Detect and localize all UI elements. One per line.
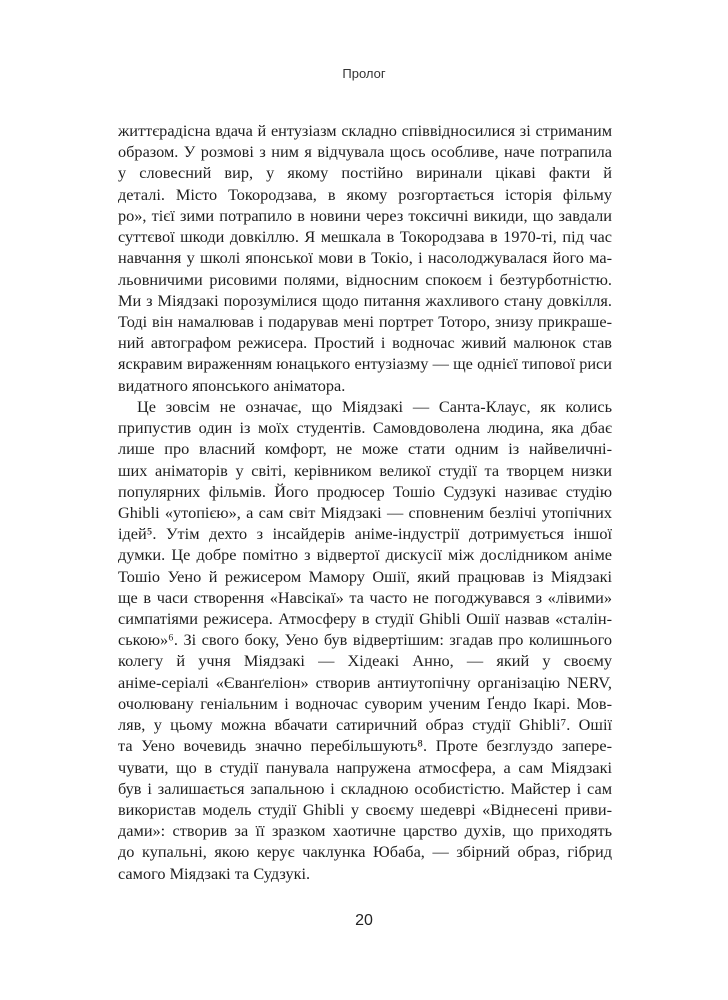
text-line: деталі. Місто Токородзава, в якому розгортається історія фільму xyxy=(118,184,612,204)
page-number: 20 xyxy=(355,912,373,929)
text-line: лише про власний комфорт, не може стати одним із найвеличні- xyxy=(118,439,612,459)
text-line: суттєвої шкоди довкіллю. Я мешкала в Токородзава в 1970-ті, під час xyxy=(118,227,612,247)
text-line: навчання у школі японської мови в Токіо, і насолоджувалася його ма- xyxy=(118,248,612,268)
text-line: дами»: створив за її зразком хаотичне царство духів, що приходять xyxy=(118,821,612,841)
text-line: очолювану геніальним і водночас суворим ученим Ґендо Ікарі. Мов- xyxy=(118,693,612,713)
text-line: образом. У розмові з ним я відчувала щось особливе, наче потрапила xyxy=(118,142,612,162)
text-line: Тошіо Уено й режисером Мамору Ошії, який працював із Міядзакі xyxy=(118,566,612,586)
text-line: симпатіями режисера. Атмосферу в студії Ghibli Ошії назвав «сталін- xyxy=(118,609,612,629)
text-line: самого Міядзакі та Судзукі. xyxy=(118,863,311,883)
text-line: ською»⁶. Зі свого боку, Уено був відвертішим: згадав про колишнього xyxy=(118,630,612,650)
text-line: Це зовсім не означає, що Міядзакі — Санта-Клаус, як колись xyxy=(137,396,612,416)
text-line: до купальні, якою керує чаклунка Юбаба, — збірний образ, гібрид xyxy=(118,842,612,862)
text-line: життєрадісна вдача й ентузіазм складно співвідносилися зі стриманим xyxy=(118,121,612,140)
text-line: ідей⁵. Утім дехто з інсайдерів аніме-індустрії дотримується іншої xyxy=(118,524,612,544)
text-line: ний автографом режисера. Простий і водночас живий малюнок став xyxy=(118,333,612,353)
paragraph xyxy=(118,120,612,396)
text-line: ще в часи створення «Навсікаї» та часто не погоджувався з «лівими» xyxy=(118,587,612,607)
text-line: чувати, що в студії панувала напружена атмосфера, а сам Міядзакі xyxy=(118,757,612,777)
text-line: ших аніматорів у світі, керівником великої студії та творцем низки xyxy=(118,460,612,480)
running-head: Пролог xyxy=(342,66,386,81)
text-line: аніме-серіалі «Єванґеліон» створив антиутопічну організацію NERV, xyxy=(118,672,612,692)
text-line: колегу й учня Міядзакі — Хідеакі Анно, — який у своєму xyxy=(118,651,612,671)
text-line: Тоді він намалював і подарував мені портрет Тоторо, знизу прикраше- xyxy=(118,311,612,331)
body-text xyxy=(118,120,612,884)
text-line: видатного японського аніматора. xyxy=(118,375,346,395)
text-line: думки. Це добре помітно з відвертої дискусії між дослідником аніме xyxy=(118,545,612,565)
text-line: Ghibli «утопією», а сам світ Міядзакі — сповненим безлічі утопічних xyxy=(118,502,612,522)
text-line: яскравим вираженням юнацького ентузіазму — ще однієї типової риси xyxy=(118,354,612,374)
text-line: використав модель студії Ghibli у своєму шедеврі «Віднесені приви- xyxy=(118,800,612,819)
text-line: у словесний вир, у якому постійно виринали цікаві факти й xyxy=(118,163,612,183)
text-line: припустив один із моїх студентів. Самовдоволена людина, яка дбає xyxy=(118,418,612,438)
paragraph xyxy=(118,396,612,884)
text-line: ро», тієї зими потрапило в новини через токсичні викиди, що завдали xyxy=(118,205,612,225)
text-line: Ми з Міядзакі порозумілися щодо питання жахливого стану довкілля. xyxy=(118,290,612,310)
text-line: був і залишається запальною і складною особистістю. Майстер і сам xyxy=(118,778,612,798)
text-line: ляв, у цьому можна вбачати сатиричний образ студії Ghibli⁷. Ошії xyxy=(118,715,612,735)
text-line: та Уено вочевидь значно перебільшують⁸. Проте безглуздо запере- xyxy=(118,736,612,756)
text-line: льовничими рисовими полями, відносним спокоєм і безтурботністю. xyxy=(118,269,612,289)
text-line: популярних фільмів. Його продюсер Тошіо Судзукі називає студію xyxy=(118,481,612,501)
